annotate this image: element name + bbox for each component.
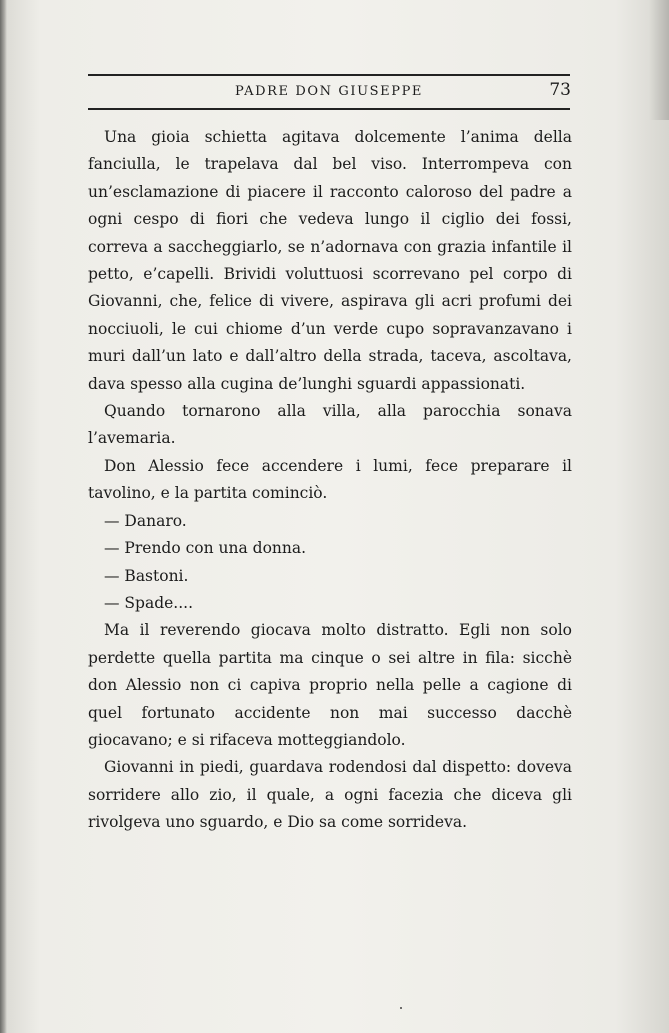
paragraph: Ma il reverendo giocava molto distratto. Egli non solo perdette quella partita ma cinque o sei altre in fila: sicchè don Alessio non ci capiva proprio nella pelle a cagione di quel fortunato accidente non mai successo dacchè giocavano; e si rifaceva motteggiandolo.	[88, 621, 572, 749]
paragraph: Don Alessio fece accendere i lumi, fece preparare il tavolino, e la partita cominciò.	[88, 456, 572, 503]
paper-speck	[400, 1007, 402, 1009]
dialogue-line: — Danaro.	[104, 511, 187, 530]
header-rule-bottom	[88, 108, 570, 110]
page-spine-shadow	[0, 0, 7, 1033]
dialogue-line: — Bastoni.	[104, 566, 189, 585]
paragraph: Quando tornarono alla villa, alla parocchia sonava l’avemaria.	[88, 402, 572, 448]
paragraph: Una gioia schietta agitava dolcemente l’anima della fanciulla, le trapelava dal bel viso. Interrompeva con un’esclamazione di piacere il racconto caloroso del padre a ogni cespo di fiori che vedeva lungo il ciglio dei fossi, correva a saccheggiarlo, se n’adornava con grazia infantile il petto, e’capelli. Brividi voluttuosi scorrevano pel corpo di Giovanni, che, felice di vivere, aspirava gli acri profumi dei nocciuoli, le cui chiome d’un verde cupo sopravanzavano i muri dall’un lato e dall’altro della strada, taceva, ascoltava, dava spesso alla cugina de’lunghi sguardi appassionati.	[88, 128, 572, 393]
header-rule-top	[88, 74, 570, 76]
dialogue-line: — Prendo con una donna.	[104, 539, 307, 558]
page-body	[88, 124, 572, 837]
paragraph: Giovanni in piedi, guardava rodendosi dal dispetto: doveva sorridere allo zio, il quale, a ogni facezia che diceva gli rivolgeva uno sguardo, e Dio sa come sorrideva.	[88, 758, 572, 832]
page-number: 73	[549, 80, 571, 100]
running-title: PADRE DON GIUSEPPE	[234, 84, 424, 99]
page-edge-shadow	[649, 0, 669, 120]
dialogue-line: — Spade....	[104, 593, 194, 612]
